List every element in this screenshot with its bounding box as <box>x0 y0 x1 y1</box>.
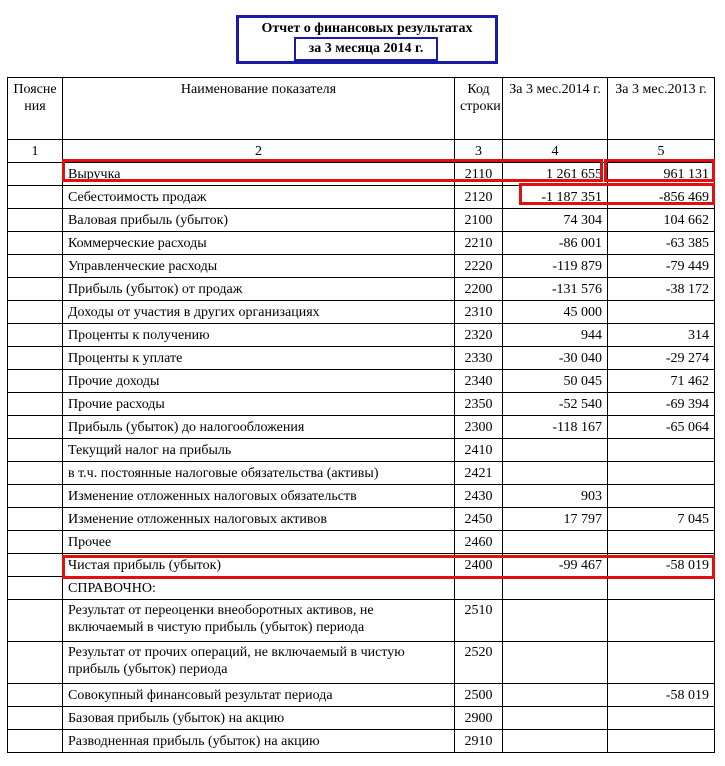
table-row <box>8 439 715 462</box>
line-code: 2460 <box>455 531 503 554</box>
income-statement-table <box>7 77 715 753</box>
table-row <box>8 508 715 531</box>
column-number: 2 <box>63 140 455 163</box>
line-code: 2300 <box>455 416 503 439</box>
notes-cell <box>8 393 63 416</box>
value-2014: 74 304 <box>503 209 608 232</box>
table-row <box>8 531 715 554</box>
table-row <box>8 462 715 485</box>
indicator-name: Коммерческие расходы <box>63 232 455 255</box>
notes-cell <box>8 232 63 255</box>
notes-cell <box>8 554 63 577</box>
indicator-name: Выручка <box>63 163 455 186</box>
column-number-row <box>8 140 715 163</box>
indicator-name: Валовая прибыль (убыток) <box>63 209 455 232</box>
table-row <box>8 209 715 232</box>
value-2014: -131 576 <box>503 278 608 301</box>
value-2014: 1 261 655 <box>503 163 608 186</box>
column-number: 1 <box>8 140 63 163</box>
table-row <box>8 600 715 642</box>
value-2013: 104 662 <box>608 209 715 232</box>
value-2014: -1 187 351 <box>503 186 608 209</box>
table-row <box>8 324 715 347</box>
value-2013 <box>608 301 715 324</box>
line-code: 2510 <box>455 600 503 642</box>
column-number: 4 <box>503 140 608 163</box>
value-2014: 45 000 <box>503 301 608 324</box>
line-code: 2421 <box>455 462 503 485</box>
indicator-name: Прибыль (убыток) до налогообложения <box>63 416 455 439</box>
column-number: 3 <box>455 140 503 163</box>
line-code: 2910 <box>455 730 503 753</box>
notes-cell <box>8 255 63 278</box>
value-2014 <box>503 730 608 753</box>
value-2013: -65 064 <box>608 416 715 439</box>
notes-cell <box>8 278 63 301</box>
indicator-name: Проценты к уплате <box>63 347 455 370</box>
line-code: 2220 <box>455 255 503 278</box>
line-code: 2320 <box>455 324 503 347</box>
notes-cell <box>8 730 63 753</box>
table-row <box>8 186 715 209</box>
notes-cell <box>8 370 63 393</box>
line-code: 2120 <box>455 186 503 209</box>
notes-cell <box>8 485 63 508</box>
line-code <box>455 577 503 600</box>
indicator-name: Проценты к получению <box>63 324 455 347</box>
notes-cell <box>8 347 63 370</box>
value-2014 <box>503 439 608 462</box>
table-row <box>8 707 715 730</box>
line-code: 2110 <box>455 163 503 186</box>
indicator-name: Текущий налог на прибыль <box>63 439 455 462</box>
header-code: Код строки <box>455 78 503 140</box>
table-row <box>8 163 715 186</box>
table-row <box>8 347 715 370</box>
value-2014: 50 045 <box>503 370 608 393</box>
value-2014: -99 467 <box>503 554 608 577</box>
indicator-name: Базовая прибыль (убыток) на акцию <box>63 707 455 730</box>
value-2014 <box>503 462 608 485</box>
notes-cell <box>8 531 63 554</box>
line-code: 2900 <box>455 707 503 730</box>
value-2014 <box>503 531 608 554</box>
notes-cell <box>8 577 63 600</box>
indicator-name: Прибыль (убыток) от продаж <box>63 278 455 301</box>
line-code: 2100 <box>455 209 503 232</box>
line-code: 2330 <box>455 347 503 370</box>
value-2013: 961 131 <box>608 163 715 186</box>
table-row <box>8 485 715 508</box>
table-row <box>8 232 715 255</box>
value-2013: -63 385 <box>608 232 715 255</box>
notes-cell <box>8 209 63 232</box>
value-2013 <box>608 707 715 730</box>
table-row <box>8 416 715 439</box>
table-row <box>8 642 715 684</box>
report-title: Отчет о финансовых результатах <box>261 21 473 36</box>
indicator-name: Доходы от участия в других организациях <box>63 301 455 324</box>
table-row <box>8 577 715 600</box>
value-2014: 944 <box>503 324 608 347</box>
indicator-name: Совокупный финансовый результат периода <box>63 684 455 707</box>
value-2014 <box>503 642 608 684</box>
indicator-name: Себестоимость продаж <box>63 186 455 209</box>
line-code: 2520 <box>455 642 503 684</box>
indicator-name: Изменение отложенных налоговых обязательств <box>63 485 455 508</box>
report-title-box <box>236 15 498 64</box>
line-code: 2350 <box>455 393 503 416</box>
value-2014: -52 540 <box>503 393 608 416</box>
line-code: 2200 <box>455 278 503 301</box>
indicator-name: Чистая прибыль (убыток) <box>63 554 455 577</box>
report-period: за 3 месяца 2014 г. <box>294 37 438 61</box>
value-2014: -86 001 <box>503 232 608 255</box>
value-2013: -29 274 <box>608 347 715 370</box>
notes-cell <box>8 163 63 186</box>
indicator-name: Разводненная прибыль (убыток) на акцию <box>63 730 455 753</box>
value-2014: -118 167 <box>503 416 608 439</box>
value-2013 <box>608 439 715 462</box>
value-2013 <box>608 600 715 642</box>
line-code: 2410 <box>455 439 503 462</box>
table-row <box>8 255 715 278</box>
value-2013: -38 172 <box>608 278 715 301</box>
indicator-name: Изменение отложенных налоговых активов <box>63 508 455 531</box>
value-2013 <box>608 531 715 554</box>
value-2013 <box>608 462 715 485</box>
line-code: 2310 <box>455 301 503 324</box>
value-2014: -119 879 <box>503 255 608 278</box>
value-2013 <box>608 485 715 508</box>
value-2013: 71 462 <box>608 370 715 393</box>
value-2014 <box>503 684 608 707</box>
indicator-name: в т.ч. постоянные налоговые обязательства (активы) <box>63 462 455 485</box>
line-code: 2210 <box>455 232 503 255</box>
indicator-name: Прочие доходы <box>63 370 455 393</box>
value-2013: 7 045 <box>608 508 715 531</box>
table-row <box>8 554 715 577</box>
indicator-name: Результат от прочих операций, не включаемый в чистую прибыль (убыток) периода <box>63 642 455 684</box>
header-current-period: За 3 мес.2014 г. <box>503 78 608 140</box>
value-2013: 314 <box>608 324 715 347</box>
notes-cell <box>8 301 63 324</box>
indicator-name: СПРАВОЧНО: <box>63 577 455 600</box>
line-code: 2430 <box>455 485 503 508</box>
value-2013: -58 019 <box>608 554 715 577</box>
column-number: 5 <box>608 140 715 163</box>
table-row <box>8 278 715 301</box>
value-2014 <box>503 577 608 600</box>
indicator-name: Прочие расходы <box>63 393 455 416</box>
notes-cell <box>8 642 63 684</box>
line-code: 2450 <box>455 508 503 531</box>
value-2014: 903 <box>503 485 608 508</box>
value-2013 <box>608 577 715 600</box>
line-code: 2500 <box>455 684 503 707</box>
table-row <box>8 730 715 753</box>
notes-cell <box>8 707 63 730</box>
header-indicator: Наименование показателя <box>63 78 455 140</box>
header-row <box>8 78 715 140</box>
value-2013: -79 449 <box>608 255 715 278</box>
notes-cell <box>8 684 63 707</box>
notes-cell <box>8 508 63 531</box>
notes-cell <box>8 600 63 642</box>
value-2014 <box>503 600 608 642</box>
notes-cell <box>8 462 63 485</box>
notes-cell <box>8 324 63 347</box>
value-2013 <box>608 642 715 684</box>
notes-cell <box>8 186 63 209</box>
value-2014: 17 797 <box>503 508 608 531</box>
value-2013: -69 394 <box>608 393 715 416</box>
value-2014 <box>503 707 608 730</box>
table-row <box>8 684 715 707</box>
value-2013 <box>608 730 715 753</box>
indicator-name: Управленческие расходы <box>63 255 455 278</box>
table-row <box>8 370 715 393</box>
value-2013: -58 019 <box>608 684 715 707</box>
header-notes: Пояснения <box>8 78 63 140</box>
indicator-name: Результат от переоценки внеоборотных активов, не включаемый в чистую прибыль (убыток) периода <box>63 600 455 642</box>
indicator-name: Прочее <box>63 531 455 554</box>
header-previous-period: За 3 мес.2013 г. <box>608 78 715 140</box>
table-row <box>8 301 715 324</box>
line-code: 2340 <box>455 370 503 393</box>
notes-cell <box>8 439 63 462</box>
value-2013: -856 469 <box>608 186 715 209</box>
table-row <box>8 393 715 416</box>
value-2014: -30 040 <box>503 347 608 370</box>
notes-cell <box>8 416 63 439</box>
line-code: 2400 <box>455 554 503 577</box>
